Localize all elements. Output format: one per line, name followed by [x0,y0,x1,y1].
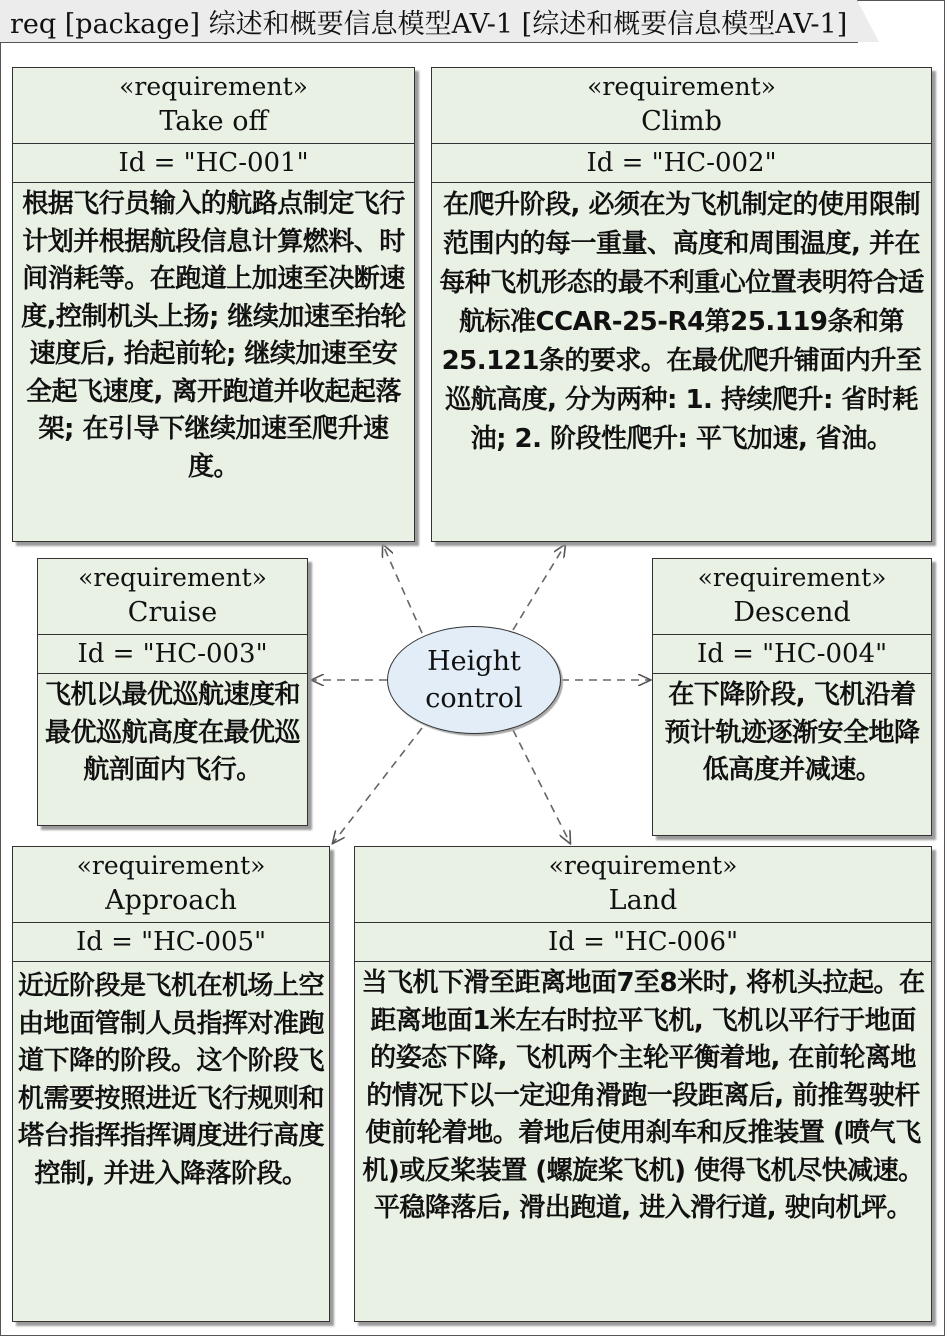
requirement-header [432,68,931,144]
stereotype-label: «requirement» [587,72,776,101]
stereotype-label: «requirement» [697,563,887,592]
requirement-climb[interactable] [431,67,932,542]
requirement-descend[interactable] [652,558,932,836]
stereotype-label: «requirement» [548,851,738,880]
requirement-text: 在爬升阶段, 必须在为飞机制定的使用限制范围内的每一重量、高度和周围温度, 并在每种飞机形态的最不利重心位置表明符合适航标准CCAR-25-R4第25.119条和第25.121条的要求。在最优爬升铺面内升至巡航高度, 分为两种: 1. 持续爬升: 省时耗油; 2. 阶段性爬升: 平飞加速, 省油。 [439,190,924,454]
stereotype-label: «requirement» [78,563,267,592]
requirement-header [38,559,307,635]
requirement-approach[interactable] [12,846,330,1322]
requirement-text: 在下降阶段, 飞机沿着预计轨迹逐渐安全地降低高度并减速。 [664,680,920,785]
requirement-cruise[interactable] [37,558,308,826]
requirement-text: 当飞机下滑至距离地面7至8米时, 将机头拉起。在距离地面1米左右时拉平飞机, 飞机以平行于地面的姿态下降, 飞机两个主轮平衡着地, 在前轮离地的情况下以一定迎角滑跑一段距离后, 前推驾驶杆使前轮着地。着地后使用刹车和反推装置 (喷气飞机)或反桨装置 (螺旋桨飞机) 使得飞机尽快减速。平稳降落后, 滑出跑道, 进入滑行道, 驶向机坪。 [361,968,925,1223]
requirement-id: Id = "HC-004" [653,635,931,674]
package-title: req [package] 综述和概要信息模型AV-1 [综述和概要信息模型AV-1] [0,0,858,43]
requirement-id: Id = "HC-005" [13,923,329,962]
stereotype-label: «requirement» [119,72,308,101]
requirement-take-off[interactable] [12,67,415,542]
requirement-header [13,847,329,923]
requirement-name: Land [608,885,678,916]
requirement-text: 根据飞行员输入的航路点制定飞行计划并根据航段信息计算燃料、时间消耗等。在跑道上加速至决断速度,控制机头上扬; 继续加速至抬轮速度后, 抬起前轮; 继续加速至安全起飞速度, 离开跑道并收起起落架; 在引导下继续加速至爬升速度。 [21,189,406,482]
requirement-id: Id = "HC-001" [13,144,414,183]
requirement-land[interactable] [354,846,932,1322]
requirement-id: Id = "HC-006" [355,923,931,962]
requirement-id: Id = "HC-003" [38,635,307,674]
requirement-name: Cruise [127,597,218,628]
requirement-text: 飞机以最优巡航速度和最优巡航高度在最优巡航剖面内飞行。 [44,680,300,785]
requirement-name: Approach [105,885,237,916]
requirement-name: Climb [641,106,722,137]
requirement-text: 近近阶段是飞机在机场上空由地面管制人员指挥对准跑道下降的阶段。这个阶段飞机需要按照进近飞行规则和塔台指挥指挥调度进行高度控制, 并进入降落阶段。 [17,971,324,1189]
requirement-header [13,68,414,144]
requirement-name: Take off [159,106,268,137]
requirement-header [653,559,931,635]
requirement-id: Id = "HC-002" [432,144,931,183]
height-control-node[interactable]: Height control [387,626,561,734]
stereotype-label: «requirement» [76,851,266,880]
requirement-header [355,847,931,923]
requirement-name: Descend [733,597,851,628]
